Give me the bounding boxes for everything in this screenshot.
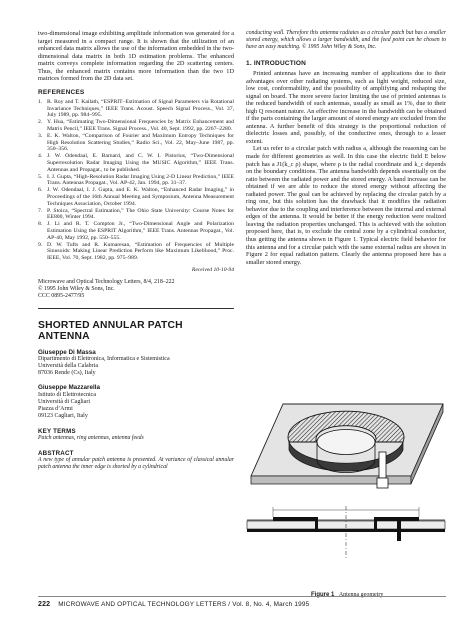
page-footer (38, 601, 309, 608)
reference-item (38, 99, 234, 119)
figure-caption (311, 592, 383, 598)
author-name: Giuseppe Di Massa (38, 348, 96, 356)
affiliation-line: Istituto di Elettrotecnica (38, 391, 96, 398)
reference-text: E. K. Walton, “Comparison of Fourier and Maximum Entropy Techniques for High Resolution Scattering Studies,” Radio Sci., Vol. 22, May–June 1987, pp. 350–356. (47, 132, 234, 153)
affiliation-line: 87036 Rende (Cs), Italy (38, 370, 96, 377)
reference-text: Y. Hua, “Estimating Two-Dimensional Frequencies by Matrix Enhancement and Matrix Pencil,” IEEE Trans. Signal Process., Vol. 40, Sept. 1992, pp. 2267–2280. (47, 119, 234, 133)
affiliation-line: Piazza d’Armi (38, 405, 73, 412)
feed-connector (377, 478, 388, 488)
antenna-geometry-figure (243, 398, 449, 582)
reference-item (38, 208, 234, 222)
reference-number: 7. (38, 207, 43, 214)
reference-item (38, 221, 234, 241)
reference-number: 5. (38, 173, 43, 180)
author-name: Giuseppe Mazzarella (38, 384, 100, 392)
reference-item (38, 119, 234, 133)
figure-caption-text: Antenna geometry (338, 592, 384, 598)
section-feed (397, 521, 401, 541)
reference-number: 1. (38, 98, 43, 105)
antenna-geometry-drawing (243, 398, 449, 582)
references-heading: REFERENCES (38, 88, 85, 96)
key-terms: Patch antennas, ring antennas, antenna feeds (38, 434, 144, 441)
introduction-heading: 1. INTRODUCTION (246, 60, 307, 67)
shorting-cylinder-top (317, 430, 375, 455)
reference-item (38, 174, 234, 188)
reference-number: 2. (38, 119, 43, 126)
abstract-heading: ABSTRACT (38, 449, 74, 457)
journal-line: CCC 0895-2477/95 (38, 292, 85, 299)
journal-line: Microwave and Optical Technology Letters, 8/4, 218–222 (38, 278, 175, 285)
reference-text: J. W. Odendaal, I. J. Gupta, and E. K. Walton, “Enhanced Radar Imaging,” in Proceedings of the 16th Annual Meeting and Symposium, Antenna Measurement Techniques Association, October 1994. (47, 187, 234, 207)
references-list (38, 99, 234, 262)
figure-caption-label: Figure 1 (311, 592, 335, 598)
journal-line: © 1995 John Wiley & Sons, Inc. (38, 285, 115, 292)
reference-text: J. W. Odendaal, E. Barnard, and C. W. I. Pistorius, “Two-Dimensional Superresolution Radar Imaging Using the MUSIC Algorithm,” IEEE Trans. Antennas and Propagat., to be published. (47, 153, 234, 173)
author-affiliation (38, 392, 234, 420)
affiliation-line: Dipartimento di Elettronica, Informatica e Sistemistica (38, 356, 170, 363)
footer-rule (38, 596, 446, 597)
article-title: SHORTED ANNULAR PATCH ANTENNA (38, 319, 183, 342)
reference-item (38, 153, 234, 173)
affiliation-line: 09123 Cagliari, Italy (38, 412, 88, 419)
affiliation-line: Università di Cagliari (38, 398, 90, 405)
reference-item (38, 133, 234, 153)
feed-probe (379, 452, 386, 478)
reference-item (38, 242, 234, 262)
author-affiliation (38, 356, 234, 377)
reference-text: D. W. Tufts and R. Kumaresan, “Estimation of Frequencies of Multiple Sinusoids: Making Linear Prediction Perform like Maximum Likelihood,” Proc. IEEE, Vol. 70, Sept. 1982, pp. 975–989. (47, 241, 234, 262)
journal-info (38, 279, 234, 300)
affiliation-line: Università della Calabria (38, 363, 98, 370)
abstract-continuation: conducting wall. Therefore this antenna radiates as a circular patch but has a smaller stored energy, which allows a larger bandwidth, and the feed point can be chosen to have an easy matching. © 1995 John Wiley & Sons, Inc. (246, 30, 446, 50)
right-column (246, 30, 446, 266)
page-number: 222 (38, 601, 51, 608)
reference-text: I. J. Gupta, “High-Resolution Radar Imaging Using 2-D Linear Prediction,” IEEE Trans. Antennas Propagat., Vol. AP-42, Jan. 1994, pp. 31–37. (47, 173, 234, 187)
section-patch-left (273, 517, 315, 521)
reference-number: 6. (38, 187, 43, 194)
intro-paragraph-1: Printed antennas have an increasing number of applications due to their advantages over other radiating systems, such as light weight, reduced size, low cost, conformability, and the possibility of amplifying and reshaping the signal on board. The more severe factor limiting the use of printed antennas is the reduced bandwidth of such antennas, usually as small as 1%, due to their high Q resonant nature. An effective increase in the bandwidth can be obtained if the parts containing the larger amount of stored energy are excluded from the antenna. A further benefit of this strategy is the proportional reduction of dielectric losses and, possibly, of the conductive ones, through to a lesser extent. (246, 70, 446, 145)
section-short-right (374, 517, 377, 532)
received-date: Received 10-10-94 (191, 266, 234, 273)
reference-number: 4. (38, 153, 43, 160)
key-terms-heading: KEY TERMS (38, 427, 76, 435)
reference-text: R. Roy and T. Kailath, “ESPRIT–Estimation of Signal Parameters via Rotational Invariance Techniques,” IEEE Trans. Acoust. Speech Signal Process., Vol. 37, July 1989, pp. 984–995. (47, 98, 234, 119)
reference-item (38, 187, 234, 207)
reference-text: J. Li and R. T. Compton Jr., “Two-Dimensional Angle and Polarization Estimation Using the ESPRIT Algorithm,” IEEE Trans. Antennas Propagat., Vol. AP-40, May 1992, pp. 550–555. (47, 221, 234, 241)
reference-number: 3. (38, 132, 43, 139)
section-divider (38, 308, 234, 309)
reference-number: 8. (38, 221, 43, 228)
abstract-text: A new type of annular patch antenna is presented. At variance of classical annular patch antenna the inner edge is shorted by a cylindrical (38, 456, 234, 470)
left-column (38, 30, 234, 471)
section-patch-right (377, 517, 419, 521)
intro-paragraph-2: Let us refer to a circular patch with radius a, although the reasoning can be made for different geometries as well. In this case the electric field E below patch has a J1(k_c ρ) shape, where ρ is the radial coordinate and k_c depends on the boundary conditions. The antenna bandwidth depends essentially on the ratio between the radiated power and the stored energy. A band increase can be obtained if we are able to reduce the stored energy without affecting the radiated power. The goal can be achieved by replacing the circular patch by a ring one, but this solution has the drawback that it modifies the radiation behavior due to the coupling and interference between the internal and external edges of the antenna. It would be better if the energy reduction were realized leaving the radiation properties unchanged. This is achieved with the solution proposed here, that is, to exclude the central zone by a cylindrical conductor, thus getting the antenna shown in Figure 1. Typical electric field behavior for this antenna and for a circular patch with the same external radius are shown in Figure 2 for equal radiation pattern. Clearly the antenna proposed here has a smaller stored energy. (246, 145, 446, 266)
reference-number: 9. (38, 241, 43, 248)
conclusion-paragraph: two-dimensional image exhibiting amplitude information was generated for a target measured in a compact range. It is shown that the utilization of an enhanced data matrix allows the use of the information embedded in the two-dimensional data matrix in both 1D estimation problems. The enhanced matrix conveys complete information regarding the 2D scattering centers. Thus, the enhanced matrix contains more information than the two 1D matrices formed from the 2D data set. (38, 30, 234, 83)
reference-text: P. Stoica, “Spectral Estimation,” The Ohio State University: Course Notes for EE800, Winter 1994. (47, 207, 234, 221)
section-short-left (315, 517, 318, 532)
footer-journal: MICROWAVE AND OPTICAL TECHNOLOGY LETTERS / Vol. 8, No. 4, March 1995 (58, 601, 310, 608)
